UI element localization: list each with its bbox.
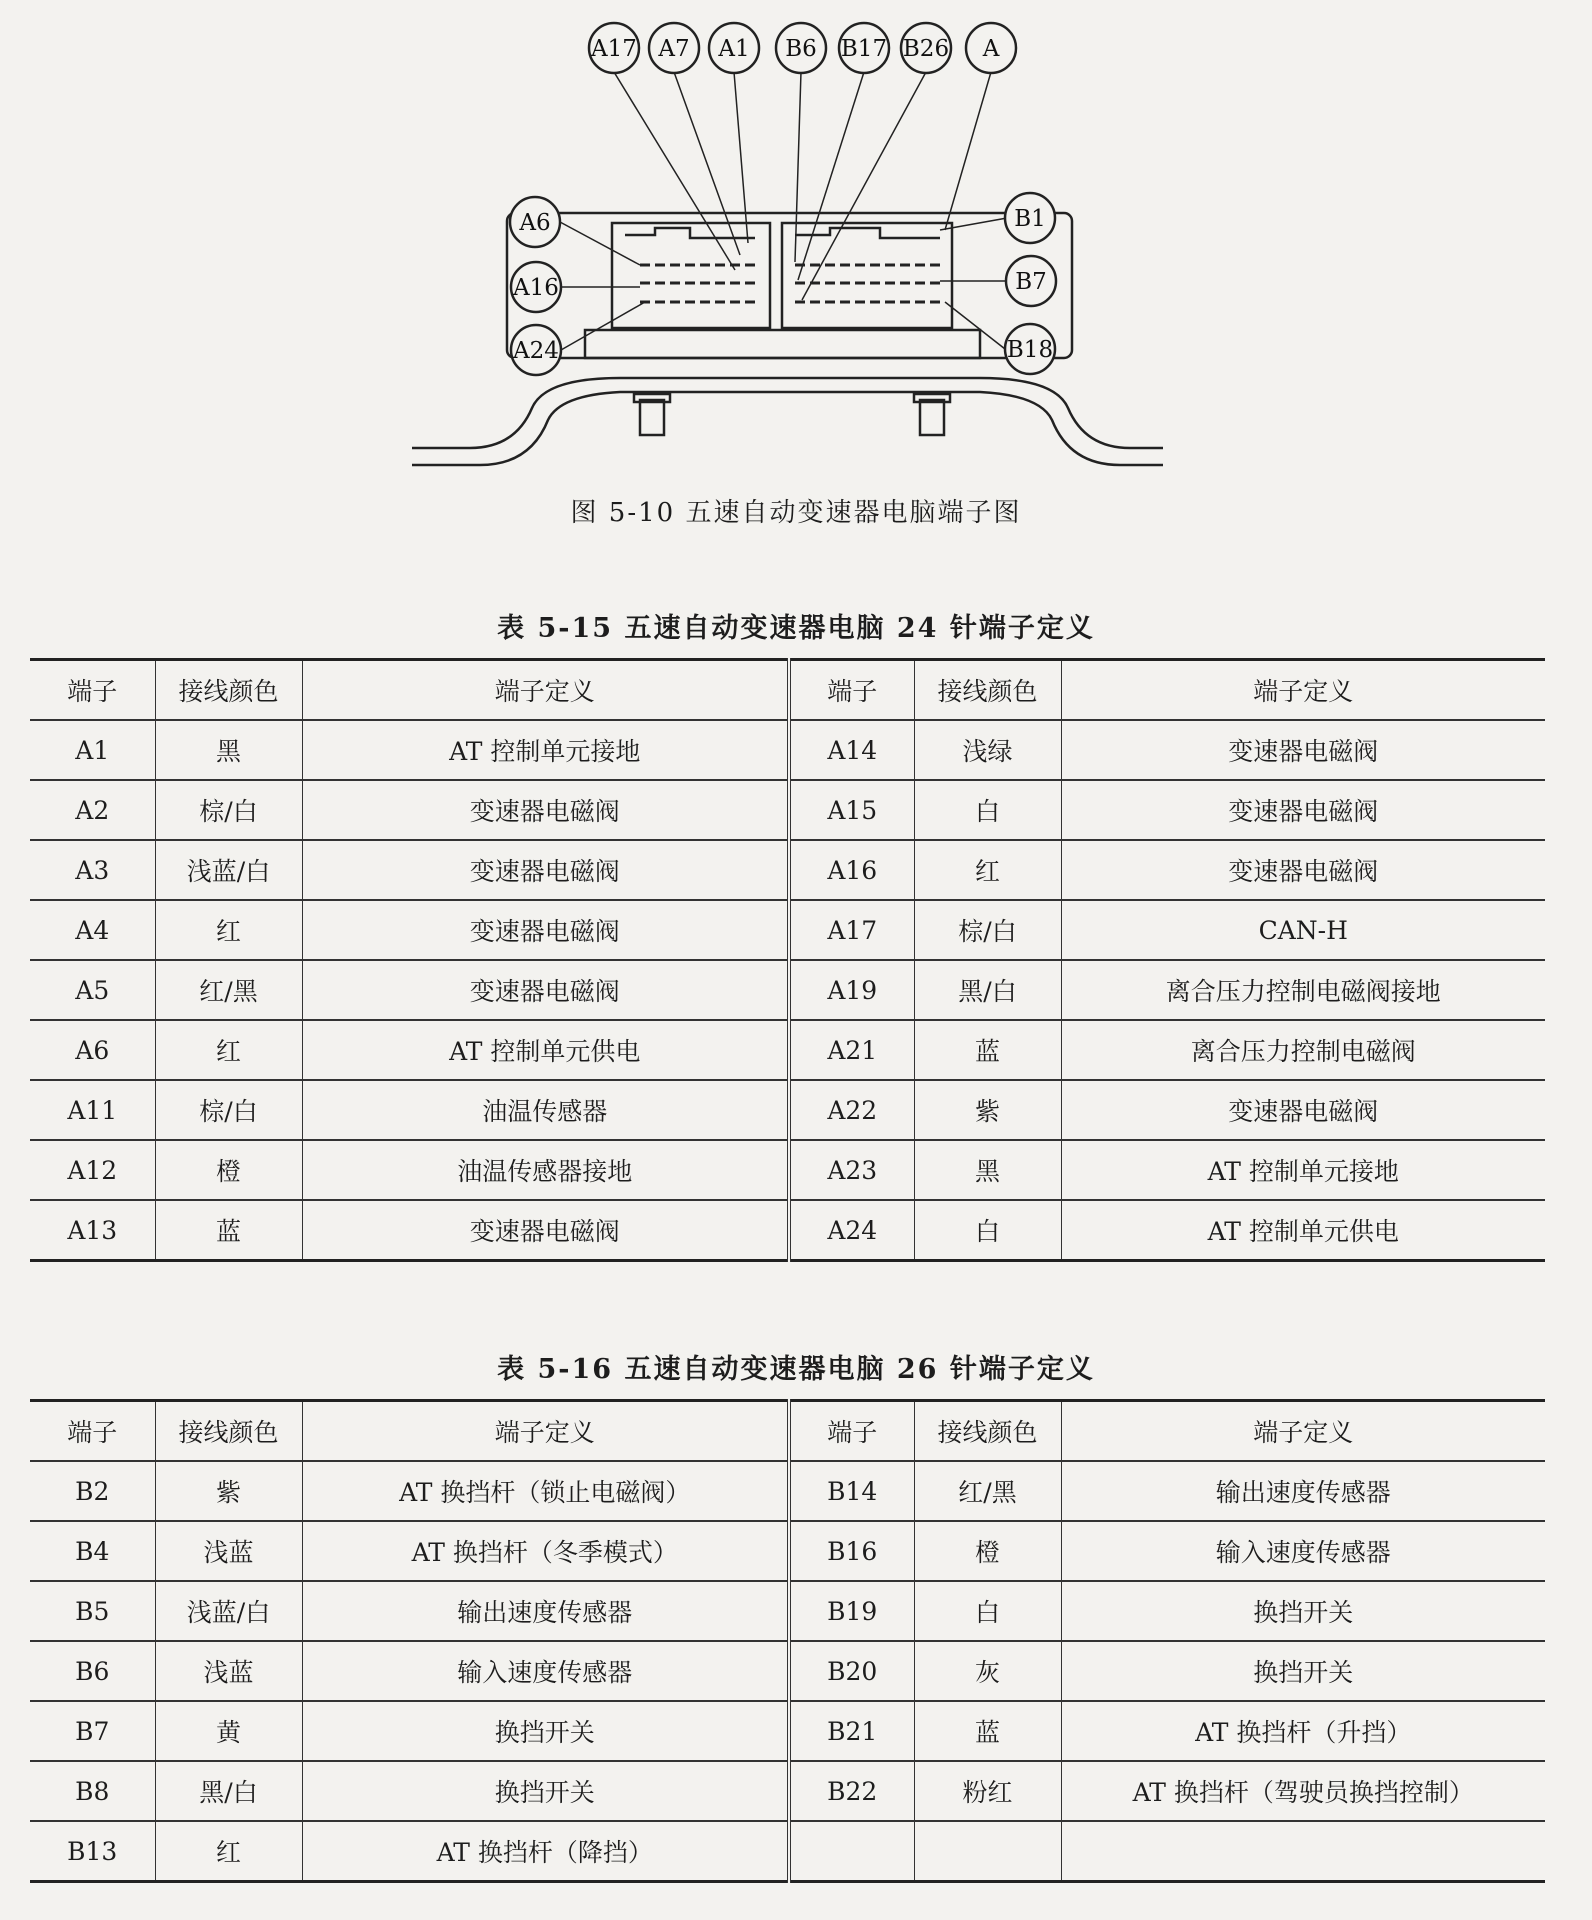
terminal-cell: B7 xyxy=(30,1701,155,1761)
terminal-cell: B8 xyxy=(30,1761,155,1821)
table-row xyxy=(30,960,1545,1020)
definition-cell: 离合压力控制电磁阀接地 xyxy=(1061,960,1545,1020)
wire-color-cell: 蓝 xyxy=(155,1200,302,1261)
callout-B26: B26 xyxy=(902,36,950,62)
wire-color-cell: 白 xyxy=(914,780,1061,840)
callout-A17: A17 xyxy=(591,36,637,62)
table-row xyxy=(30,720,1545,780)
header-definition: 端子定义 xyxy=(1061,1401,1545,1462)
wire-color-cell: 黑 xyxy=(155,720,302,780)
header-wire-color: 接线颜色 xyxy=(914,1401,1061,1462)
definition-cell: 输入速度传感器 xyxy=(302,1641,789,1701)
definition-cell xyxy=(1061,1821,1545,1882)
callout-A16: A16 xyxy=(513,275,559,301)
terminal-cell: A15 xyxy=(789,780,914,840)
callout-B7: B7 xyxy=(1015,269,1047,295)
table-row xyxy=(30,1761,1545,1821)
terminal-cell: A16 xyxy=(789,840,914,900)
terminal-cell: B22 xyxy=(789,1761,914,1821)
wire-color-cell: 粉红 xyxy=(914,1761,1061,1821)
terminal-cell: B6 xyxy=(30,1641,155,1701)
definition-cell: 变速器电磁阀 xyxy=(302,960,789,1020)
terminal-cell: B2 xyxy=(30,1461,155,1521)
wire-color-cell: 浅蓝 xyxy=(155,1521,302,1581)
header-terminal: 端子 xyxy=(30,1401,155,1462)
terminal-cell: A12 xyxy=(30,1140,155,1200)
table-row xyxy=(30,1641,1545,1701)
callout-A6: A6 xyxy=(519,210,551,236)
terminal-cell: B14 xyxy=(789,1461,914,1521)
table-1-body xyxy=(30,720,1545,1261)
header-wire-color: 接线颜色 xyxy=(155,660,302,721)
table-header-row xyxy=(30,660,1545,721)
table-1-title: 表 5-15 五速自动变速器电脑 24 针端子定义 xyxy=(497,613,1095,644)
wire-color-cell: 棕/白 xyxy=(914,900,1061,960)
terminal-cell: A4 xyxy=(30,900,155,960)
callout-A: A xyxy=(982,36,1000,62)
definition-cell: 换挡开关 xyxy=(302,1761,789,1821)
wire-color-cell: 浅蓝/白 xyxy=(155,840,302,900)
callout-A1: A1 xyxy=(718,36,750,62)
definition-cell: 离合压力控制电磁阀 xyxy=(1061,1020,1545,1080)
definition-cell: AT 控制单元接地 xyxy=(1061,1140,1545,1200)
wire-color-cell: 棕/白 xyxy=(155,780,302,840)
definition-cell: AT 控制单元供电 xyxy=(1061,1200,1545,1261)
wire-color-cell: 白 xyxy=(914,1200,1061,1261)
wire-color-cell: 灰 xyxy=(914,1641,1061,1701)
wire-color-cell: 红/黑 xyxy=(155,960,302,1020)
table-2-body xyxy=(30,1461,1545,1882)
definition-cell: 换挡开关 xyxy=(302,1701,789,1761)
definition-cell: AT 换挡杆（冬季模式） xyxy=(302,1521,789,1581)
wire-color-cell: 红 xyxy=(155,1821,302,1882)
header-terminal: 端子 xyxy=(30,660,155,721)
terminal-cell: A5 xyxy=(30,960,155,1020)
definition-cell: AT 控制单元供电 xyxy=(302,1020,789,1080)
definition-cell: CAN-H xyxy=(1061,900,1545,960)
terminal-cell: A11 xyxy=(30,1080,155,1140)
wire-color-cell: 黑/白 xyxy=(914,960,1061,1020)
wire-color-cell: 浅蓝/白 xyxy=(155,1581,302,1641)
terminal-cell: A1 xyxy=(30,720,155,780)
table-row xyxy=(30,1461,1545,1521)
definition-cell: AT 换挡杆（驾驶员换挡控制） xyxy=(1061,1761,1545,1821)
wire-color-cell: 紫 xyxy=(155,1461,302,1521)
table-row xyxy=(30,1581,1545,1641)
terminal-cell: A19 xyxy=(789,960,914,1020)
definition-cell: 输出速度传感器 xyxy=(302,1581,789,1641)
terminal-cell: A24 xyxy=(789,1200,914,1261)
header-terminal: 端子 xyxy=(789,1401,914,1462)
table-2 xyxy=(30,1399,1545,1883)
definition-cell: AT 换挡杆（降挡） xyxy=(302,1821,789,1882)
table-row xyxy=(30,1080,1545,1140)
definition-cell: 变速器电磁阀 xyxy=(1061,1080,1545,1140)
terminal-cell: A22 xyxy=(789,1080,914,1140)
wire-color-cell: 黑/白 xyxy=(155,1761,302,1821)
wire-color-cell xyxy=(914,1821,1061,1882)
terminal-cell xyxy=(789,1821,914,1882)
terminal-cell: A14 xyxy=(789,720,914,780)
wire-color-cell: 红/黑 xyxy=(914,1461,1061,1521)
definition-cell: AT 换挡杆（锁止电磁阀） xyxy=(302,1461,789,1521)
terminal-cell: B19 xyxy=(789,1581,914,1641)
definition-cell: AT 控制单元接地 xyxy=(302,720,789,780)
terminal-cell: A23 xyxy=(789,1140,914,1200)
ecu-connector-diagram xyxy=(0,0,1592,470)
definition-cell: 变速器电磁阀 xyxy=(302,780,789,840)
definition-cell: 输出速度传感器 xyxy=(1061,1461,1545,1521)
table-row xyxy=(30,1821,1545,1882)
definition-cell: 变速器电磁阀 xyxy=(302,840,789,900)
definition-cell: 油温传感器 xyxy=(302,1080,789,1140)
wire-color-cell: 棕/白 xyxy=(155,1080,302,1140)
table-row xyxy=(30,1521,1545,1581)
header-definition: 端子定义 xyxy=(302,1401,789,1462)
wire-color-cell: 黄 xyxy=(155,1701,302,1761)
header-wire-color: 接线颜色 xyxy=(914,660,1061,721)
definition-cell: 换挡开关 xyxy=(1061,1641,1545,1701)
table-header-row xyxy=(30,1401,1545,1462)
callout-A24: A24 xyxy=(513,338,559,364)
terminal-cell: A17 xyxy=(789,900,914,960)
definition-cell: AT 换挡杆（升挡） xyxy=(1061,1701,1545,1761)
header-terminal: 端子 xyxy=(789,660,914,721)
table-1 xyxy=(30,658,1545,1262)
header-definition: 端子定义 xyxy=(1061,660,1545,721)
terminal-cell: B13 xyxy=(30,1821,155,1882)
figure-caption: 图 5-10 五速自动变速器电脑端子图 xyxy=(570,498,1022,528)
terminal-cell: B5 xyxy=(30,1581,155,1641)
wire-color-cell: 白 xyxy=(914,1581,1061,1641)
callout-B1: B1 xyxy=(1014,206,1046,232)
header-definition: 端子定义 xyxy=(302,660,789,721)
terminal-cell: A13 xyxy=(30,1200,155,1261)
callout-B6: B6 xyxy=(785,36,817,62)
definition-cell: 油温传感器接地 xyxy=(302,1140,789,1200)
terminal-cell: B16 xyxy=(789,1521,914,1581)
definition-cell: 变速器电磁阀 xyxy=(302,1200,789,1261)
callout-B18: B18 xyxy=(1006,337,1054,363)
header-wire-color: 接线颜色 xyxy=(155,1401,302,1462)
terminal-cell: B20 xyxy=(789,1641,914,1701)
wire-color-cell: 浅蓝 xyxy=(155,1641,302,1701)
terminal-cell: A2 xyxy=(30,780,155,840)
wire-color-cell: 蓝 xyxy=(914,1701,1061,1761)
wire-color-cell: 浅绿 xyxy=(914,720,1061,780)
definition-cell: 变速器电磁阀 xyxy=(1061,840,1545,900)
table-row xyxy=(30,1140,1545,1200)
wire-color-cell: 橙 xyxy=(914,1521,1061,1581)
definition-cell: 换挡开关 xyxy=(1061,1581,1545,1641)
terminal-cell: A21 xyxy=(789,1020,914,1080)
definition-cell: 变速器电磁阀 xyxy=(302,900,789,960)
table-row xyxy=(30,1200,1545,1261)
table-row xyxy=(30,840,1545,900)
table-row xyxy=(30,900,1545,960)
leader-lines xyxy=(560,72,1007,350)
wire-color-cell: 红 xyxy=(155,1020,302,1080)
table-row xyxy=(30,780,1545,840)
table-2-title: 表 5-16 五速自动变速器电脑 26 针端子定义 xyxy=(497,1354,1095,1385)
wire-color-cell: 黑 xyxy=(914,1140,1061,1200)
callout-B17: B17 xyxy=(840,36,888,62)
definition-cell: 变速器电磁阀 xyxy=(1061,720,1545,780)
wire-color-cell: 红 xyxy=(914,840,1061,900)
definition-cell: 输入速度传感器 xyxy=(1061,1521,1545,1581)
terminal-cell: B21 xyxy=(789,1701,914,1761)
definition-cell: 变速器电磁阀 xyxy=(1061,780,1545,840)
wire-color-cell: 蓝 xyxy=(914,1020,1061,1080)
wire-color-cell: 橙 xyxy=(155,1140,302,1200)
wire-color-cell: 红 xyxy=(155,900,302,960)
table-row xyxy=(30,1701,1545,1761)
terminal-cell: A3 xyxy=(30,840,155,900)
callout-A7: A7 xyxy=(658,36,690,62)
wire-color-cell: 紫 xyxy=(914,1080,1061,1140)
terminal-cell: A6 xyxy=(30,1020,155,1080)
table-row xyxy=(30,1020,1545,1080)
terminal-cell: B4 xyxy=(30,1521,155,1581)
